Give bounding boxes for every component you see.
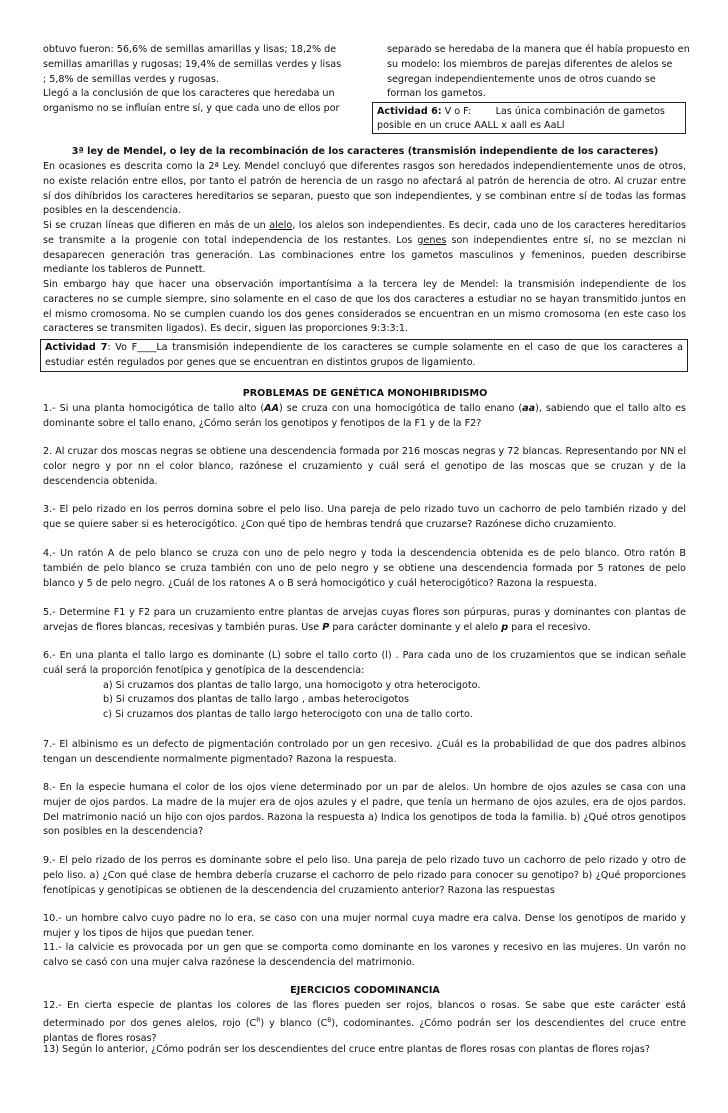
problem-13: 13) Según lo anterior, ¿Cómo podrán ser los descendientes del cruce entre plantas de flores rosas con plantas de flores rojas?	[43, 1044, 650, 1055]
list-item: b) Si cruzamos dos plantas de tallo largo , ambas heterocigotos	[103, 694, 409, 706]
genes-link[interactable]: genes	[417, 234, 447, 246]
problem-3: 3.- El pelo rizado en los perros domina sobre el pelo liso. Una pareja de pelo rizado tuvo un cachorro de pelo también rizado y del que se quiere saber si es heterocigótico. ¿Con qué tipo de hembras tendrá que cruzarse? Razónese dicho cruzamiento.	[43, 504, 686, 530]
text-line: obtuvo fueron: 56,6% de semillas amarillas y lisas; 18,2% de	[43, 44, 337, 55]
activity-6-text: V o F: Las única combinación de gametos	[441, 106, 665, 117]
text-line: ; 5,8% de semillas verdes y rugosas.	[43, 73, 219, 85]
third-law-paragraph-1: En ocasiones es descrita como la 2ª Ley. Mendel concluyó que diferentes rasgos son heredados independientemente unos de otros, no existe relación entre ellos, por tanto el patrón de herencia de un rasgo no afectará al patrón de herencia de otro. Al cruzar entre sí dos dihíbridos los caracteres hereditarios se separan, puesto que son independientes, y se combinan entre sí de todas las formas posibles en la descendencia.	[43, 161, 686, 217]
text-line: forman los gametos.	[387, 88, 486, 100]
problem-11: 11.- la calvicie es provocada por un gen que se comporta como dominante en los varones y recesivo en las mujeres. Un varón no calvo se casó con una mujer calva razónese la descendencia del matrimonio.	[43, 942, 686, 968]
third-law-title: 3ª ley de Mendel, o ley de la recombinación de los caracteres (transmisión independiente de los caracteres)	[71, 146, 659, 157]
problem-2: 2. Al cruzar dos moscas negras se obtiene una descendencia formada por 216 moscas negras y 72 blancas. Representando por NN el color negro y por nn el color blanco, razónese el cruzamiento y cuál será el genotipo de las moscas que se cruzan y de la descendencia obtenida.	[43, 446, 686, 487]
problem-9: 9.- El pelo rizado de los perros es dominante sobre el pelo liso. Una pareja de pelo rizado tuvo un cachorro de pelo rizado y otro de pelo liso. a) ¿Con qué clase de hembra debería cruzarse el cachorro de pelo rizado para conocer su genotipo? b) ¿Qué proporciones fenotípicas y genotípicas se obtienen de la descendencia del cruzamiento anterior? Razona las respuestas	[43, 855, 686, 896]
problem-6: 6.- En una planta el tallo largo es dominante (L) sobre el tallo corto (l) . Para cada uno de los cruzamientos que se indican señale cuál será la proporción fenotípica y genotípica de la descendencia: a) Si cruzamos dos plantas de tallo largo, una homocigoto y otra heterocigoto. b) Si cruzamos dos plantas de tallo largo , ambas heterocigotos c) Si cruzamos dos plantas de tallo largo heterocigoto con una de tallo corto.	[43, 649, 686, 723]
problems-title: PROBLEMAS DE GENÉTICA MONOHIBRIDISMO	[242, 388, 488, 399]
top-left-column	[43, 43, 348, 117]
problem-12: 12.- En cierta especie de plantas los colores de las flores pueden ser rojos, blancos o rosas. Se sabe que este carácter está determinado por dos genes alelos, rojo $(C^R)$ y blanco $(C^B)$, codominantes. ¿Cómo podrán ser los descendientes del cruce entre plantas de flores rosas?	[43, 1000, 686, 1044]
problem-8: 8.- En la especie humana el color de los ojos viene determinado por un par de alelos. Un hombre de ojos azules se casa con una mujer de ojos pardos. La madre de la mujer era de ojos azules y el padre, que tenía un hermano de ojos azules, era de ojos pardos. Del matrimonio nació un hijo con ojos pardos. Razona la respuesta a) Indica los genotipos de toda la familia. b) ¿Qué otros genotipos son posibles en la descendencia?	[43, 782, 686, 838]
activity-7-box	[40, 339, 688, 372]
list-item: a) Si cruzamos dos plantas de tallo largo, una homocigoto y otra heterocigoto.	[103, 679, 481, 691]
activity-7-text: : Vo F____La transmisión independiente de los caracteres se cumple solamente en el caso de que los caracteres a estudiar estén regulados por genes que se encuentran en distintos grupos de ligamiento.	[45, 342, 683, 368]
activity-7-label: Actividad 7	[45, 342, 108, 353]
problem-5: 5.- Determine F1 y F2 para un cruzamiento entre plantas de arvejas cuyas flores son púrpuras, puras y dominantes con plantas de arvejas de flores blancas, recesivas y también puras. Use P para carácter dominante y el alelo p para el recesivo.	[43, 607, 686, 633]
codominance-title: EJERCICIOS CODOMINANCIA	[290, 985, 440, 996]
activity-6-label: Actividad 6:	[377, 106, 442, 117]
text-line: organismo no se influían entre sí, y que cada uno de ellos por	[43, 103, 340, 115]
problem-10: 10.- un hombre calvo cuyo padre no lo era, se caso con una mujer normal cuya madre era calva. Dense los genotipos de marido y mujer y los tipos de hijos que puedan tener.	[43, 913, 686, 939]
top-right-column	[387, 43, 690, 102]
problem-7: 7.- El albinismo es un defecto de pigmentación controlado por un gen recesivo. ¿Cuál es la probabilidad de que dos padres albinos tengan un descendiente normalmente pigmentado? Razona la respuesta.	[43, 739, 686, 765]
problem-4: 4.- Un ratón A de pelo blanco se cruza con uno de pelo negro y toda la descendencia obtenida es de pelo blanco. Otro ratón B también de pelo blanco se cruza también con uno de pelo negro y se obtiene una descendencia formada por 5 ratones de pelo blanco y 5 de pelo negro. ¿Cuál de los ratones A o B será homocigótico y cuál heterocigótico? Razona la respuesta.	[43, 548, 686, 589]
text-line: su modelo: los miembros de parejas diferentes de alelos se	[387, 58, 673, 70]
problem-1: 1.- Si una planta homocigótica de tallo alto (AA) se cruza con una homocigótica de tallo enano (aa), sabiendo que el tallo alto es dominante sobre el tallo enano, ¿Cómo serán los genotipos y fenotipos de la F1 y de la F2?	[43, 403, 686, 429]
third-law-paragraph-3: Sin embargo hay que hacer una observación importantísima a la tercera ley de Mendel: la transmisión independiente de los caracteres no se cumple siempre, sino solamente en el caso de que los dos caracteres a estudiar no se hayan transmitido juntos en el mismo cromosoma. No se cumplen cuando los dos genes considerados se encuentran en un mismo cromosoma (en este caso los caracteres se transmiten ligados). Es decir, siguen las proporciones 9:3:3:1.	[43, 279, 686, 335]
alelo-link[interactable]: alelo	[269, 220, 293, 231]
text-line: separado se heredaba de la manera que él había propuesto en	[387, 44, 690, 55]
activity-6-line	[377, 105, 681, 119]
text-line: Llegó a la conclusión de que los caracteres que heredaba un	[43, 88, 335, 100]
activity-6-box	[372, 102, 686, 134]
third-law-paragraph-2: Si se cruzan líneas que difieren en más de un alelo, los alelos son independientes. Es decir, cada uno de los caracteres hereditarios se transmite a la progenie con total independencia de los restantes. Los genes son independientes entre sí, no se mezclan ni desaparecen generación tras generación. Las combinaciones entre los gametos masculinos y femeninos, pueden describirse mediante los tableros de Punnett.	[43, 220, 686, 276]
text-line: segregan independientemente unos de otros cuando se	[387, 73, 656, 85]
list-item: c) Si cruzamos dos plantas de tallo largo heterocigoto con una de tallo corto.	[103, 709, 473, 721]
text-line: semillas amarillas y rugosas; 19,4% de semillas verdes y lisas	[43, 58, 342, 70]
activity-6-line2: posible en un cruce AALL x aall es AaLl	[377, 120, 565, 131]
